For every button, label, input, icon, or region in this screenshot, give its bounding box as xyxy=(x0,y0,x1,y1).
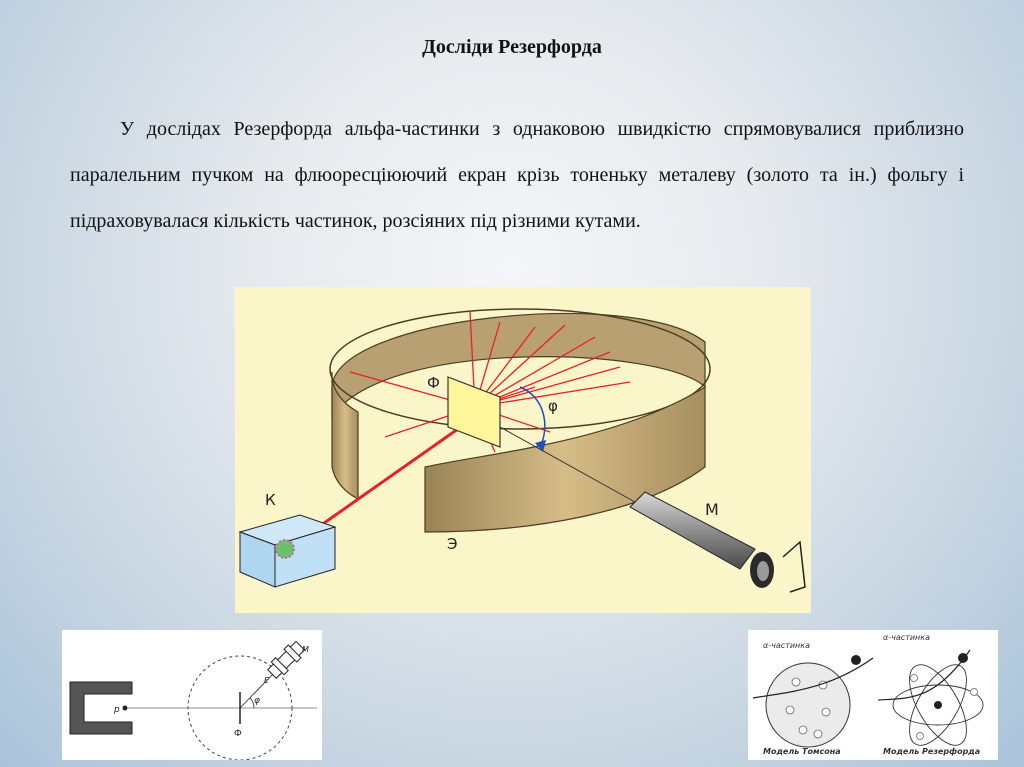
schematic-e-label: Е xyxy=(264,676,270,685)
atom-models-drawing xyxy=(748,630,998,760)
ring-back-wall xyxy=(332,314,705,417)
rutherford-electrons xyxy=(911,675,978,740)
thomson-model-caption: Модель Томсона xyxy=(763,747,841,756)
gold-foil xyxy=(448,377,500,447)
screen-label: Э xyxy=(447,535,458,553)
source-point xyxy=(123,706,128,711)
rutherford-setup-drawing xyxy=(235,287,811,613)
atom-models-figure xyxy=(748,630,998,760)
rutherford-setup-figure xyxy=(235,287,811,613)
body-paragraph: У дослідах Резерфорда альфа-частинки з однаковою швидкістю спрямовувалися приблизно паралельним пучком на флюоресціюючий екран крізь тоненьку металеву (золото та ін.) фольгу і підраховувалася кількість частинок, розсіяних під різними кутами. xyxy=(70,118,964,232)
thomson-alpha xyxy=(851,655,861,665)
rutherford-nucleus xyxy=(934,701,942,709)
thomson-atom xyxy=(766,663,850,747)
rutherford-particle-caption: α-частинка xyxy=(883,633,931,642)
schematic-p-label: р xyxy=(114,705,120,715)
rutherford-model-caption: Модель Резерфорда xyxy=(883,747,981,756)
schematic-figure xyxy=(62,630,322,760)
source-label: К xyxy=(265,491,276,509)
slide-title: Досліди Резерфорда xyxy=(422,36,602,58)
angle-label: φ xyxy=(548,397,558,415)
schematic-drawing xyxy=(62,630,322,760)
schematic-phi-label: φ xyxy=(254,696,260,706)
schematic-f-label: Ф xyxy=(234,729,242,739)
schematic-m-label: М xyxy=(302,645,309,654)
source-box xyxy=(240,515,335,587)
rutherford-trajectory xyxy=(878,650,970,700)
schematic-microscope xyxy=(266,639,307,680)
foil-label: Ф xyxy=(427,374,440,392)
rutherford-alpha xyxy=(958,653,968,663)
microscope-label: М xyxy=(705,500,719,519)
thomson-particle-caption: α-частинка xyxy=(763,641,811,650)
